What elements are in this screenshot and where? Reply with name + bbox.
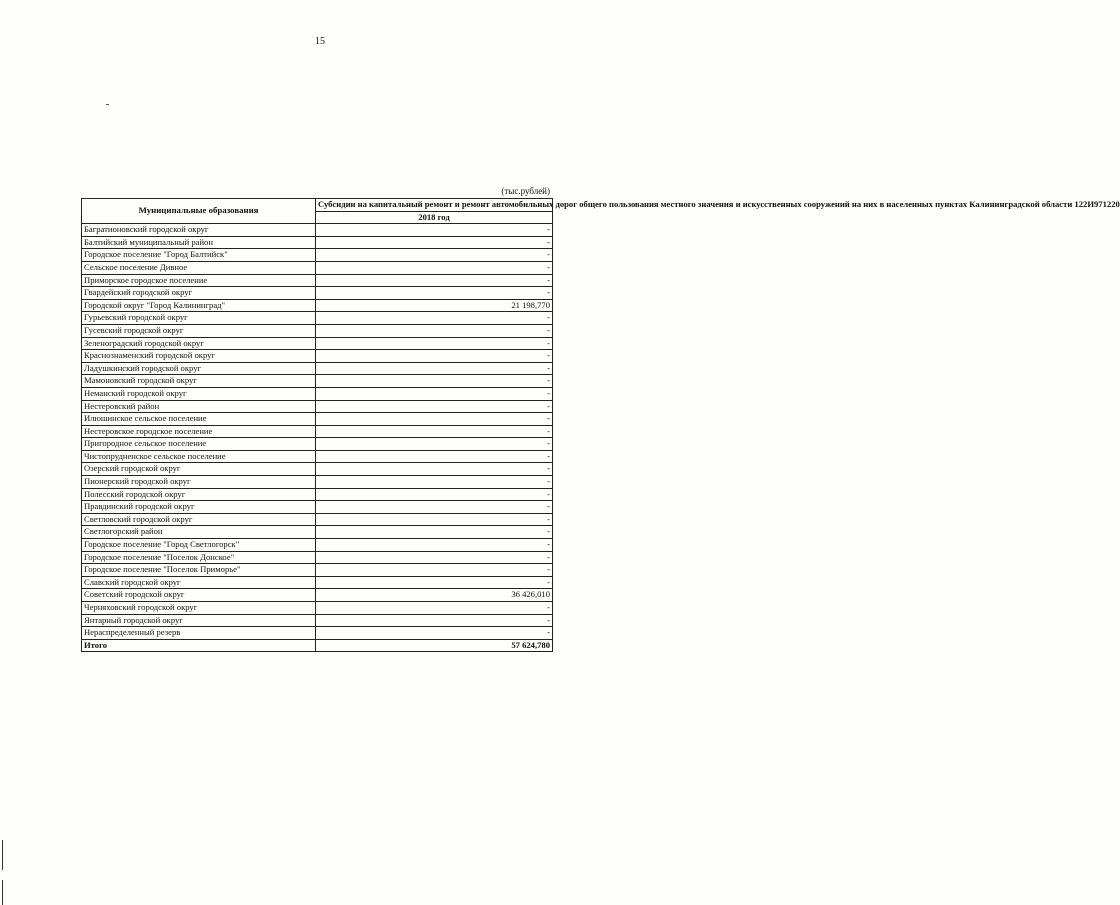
municipality-name: Гусевский городской округ — [82, 324, 316, 337]
subsidy-value: - — [316, 450, 553, 463]
table-row — [82, 413, 553, 426]
scan-edge-mark — [2, 880, 3, 905]
subsidy-value: - — [316, 539, 553, 552]
scan-mark — [106, 104, 109, 105]
municipality-name: Озерский городской округ — [82, 463, 316, 476]
subsidy-value: - — [316, 627, 553, 640]
table-row — [82, 337, 553, 350]
table-row — [82, 387, 553, 400]
municipality-name: Светловский городской округ — [82, 513, 316, 526]
subsidy-value: - — [316, 387, 553, 400]
total-value: 57 624,780 — [316, 639, 553, 652]
table-header-row — [82, 199, 553, 212]
table-row — [82, 513, 553, 526]
page-number: 15 — [315, 36, 325, 47]
table-row — [82, 274, 553, 287]
municipality-name: Гурьевский городской округ — [82, 312, 316, 325]
subsidy-table — [81, 198, 1120, 652]
column-header-year: 2018 год — [316, 211, 553, 224]
table-row — [82, 324, 553, 337]
total-row — [82, 639, 553, 652]
table-row — [82, 299, 553, 312]
municipality-name: Зеленоградский городской округ — [82, 337, 316, 350]
table-row — [82, 438, 553, 451]
municipality-name: Нераспределенный резерв — [82, 627, 316, 640]
municipality-name: Нестеровское городское поселение — [82, 425, 316, 438]
subsidy-value: - — [316, 312, 553, 325]
municipality-name: Городской округ "Город Калининград" — [82, 299, 316, 312]
table-row — [82, 576, 553, 589]
table-row — [82, 539, 553, 552]
subsidy-value: - — [316, 413, 553, 426]
municipality-name: Светлогорский район — [82, 526, 316, 539]
table-row — [82, 312, 553, 325]
scan-edge-mark — [2, 840, 3, 870]
subsidy-value: 21 198,770 — [316, 299, 553, 312]
subsidy-value: 36 426,010 — [316, 589, 553, 602]
subsidy-value: - — [316, 488, 553, 501]
municipality-name: Чистопрудненское сельское поселение — [82, 450, 316, 463]
subsidy-value: - — [316, 551, 553, 564]
table-row — [82, 400, 553, 413]
subsidy-value: - — [316, 438, 553, 451]
subsidy-value: - — [316, 224, 553, 237]
municipality-name: Илюшинское сельское поселение — [82, 413, 316, 426]
subsidy-value: - — [316, 463, 553, 476]
subsidy-value: - — [316, 287, 553, 300]
municipality-name: Ладушкинский городской округ — [82, 362, 316, 375]
municipality-name: Приморское городское поселение — [82, 274, 316, 287]
table-row — [82, 362, 553, 375]
table-row — [82, 287, 553, 300]
municipality-name: Правдинский городской округ — [82, 501, 316, 514]
municipality-name: Городское поселение "Город Балтийск" — [82, 249, 316, 262]
municipality-name: Черняховский городской округ — [82, 602, 316, 615]
table-row — [82, 564, 553, 577]
column-header-subsidy: Субсидии на капитальный ремонт и ремонт автомобильных дорог общего пользования местного значения и искусственных сооружений на них в населенных пунктах Калининградской области 122И971220 — [316, 199, 553, 212]
municipality-name: Янтарный городской округ — [82, 614, 316, 627]
municipality-name: Славский городской округ — [82, 576, 316, 589]
table-row — [82, 375, 553, 388]
table-row — [82, 551, 553, 564]
subsidy-value: - — [316, 362, 553, 375]
municipality-name: Городское поселение "Поселок Приморье" — [82, 564, 316, 577]
subsidy-value: - — [316, 350, 553, 363]
subsidy-value: - — [316, 564, 553, 577]
municipality-name: Гвардейский городской округ — [82, 287, 316, 300]
municipality-name: Неманский городской округ — [82, 387, 316, 400]
subsidy-value: - — [316, 576, 553, 589]
table-row — [82, 224, 553, 237]
subsidy-value: - — [316, 324, 553, 337]
subsidy-value: - — [316, 261, 553, 274]
municipality-name: Сельское поселение Дивное — [82, 261, 316, 274]
municipality-name: Нестеровский район — [82, 400, 316, 413]
municipality-name: Городское поселение "Город Светлогорск" — [82, 539, 316, 552]
subsidy-value: - — [316, 249, 553, 262]
table-row — [82, 476, 553, 489]
subsidy-value: - — [316, 400, 553, 413]
municipality-name: Багратионовский городской округ — [82, 224, 316, 237]
column-header-municipality: Муниципальные образования — [82, 199, 316, 224]
total-label: Итого — [82, 639, 316, 652]
municipality-name: Городское поселение "Поселок Донское" — [82, 551, 316, 564]
table-row — [82, 249, 553, 262]
subsidy-value: - — [316, 425, 553, 438]
table-row — [82, 526, 553, 539]
units-label: (тыс.рублей) — [501, 186, 550, 196]
subsidy-value: - — [316, 513, 553, 526]
subsidy-value: - — [316, 337, 553, 350]
table-row — [82, 261, 553, 274]
table-row — [82, 501, 553, 514]
table-body — [82, 224, 553, 640]
table-row — [82, 614, 553, 627]
table-row — [82, 488, 553, 501]
table-row — [82, 589, 553, 602]
subsidy-value: - — [316, 236, 553, 249]
table-row — [82, 627, 553, 640]
municipality-name: Балтийский муниципальный район — [82, 236, 316, 249]
subsidy-value: - — [316, 501, 553, 514]
municipality-name: Мамоновский городской округ — [82, 375, 316, 388]
table-row — [82, 425, 553, 438]
table-row — [82, 602, 553, 615]
subsidy-value: - — [316, 476, 553, 489]
table-row — [82, 350, 553, 363]
municipality-name: Советский городской округ — [82, 589, 316, 602]
table-row — [82, 450, 553, 463]
table-row — [82, 463, 553, 476]
subsidy-value: - — [316, 526, 553, 539]
municipality-name: Полесский городской округ — [82, 488, 316, 501]
subsidy-value: - — [316, 614, 553, 627]
municipality-name: Краснознаменский городской округ — [82, 350, 316, 363]
table-row — [82, 236, 553, 249]
subsidy-value: - — [316, 375, 553, 388]
municipality-name: Пригородное сельское поселение — [82, 438, 316, 451]
municipality-name: Пионерский городской округ — [82, 476, 316, 489]
subsidy-value: - — [316, 602, 553, 615]
subsidy-value: - — [316, 274, 553, 287]
